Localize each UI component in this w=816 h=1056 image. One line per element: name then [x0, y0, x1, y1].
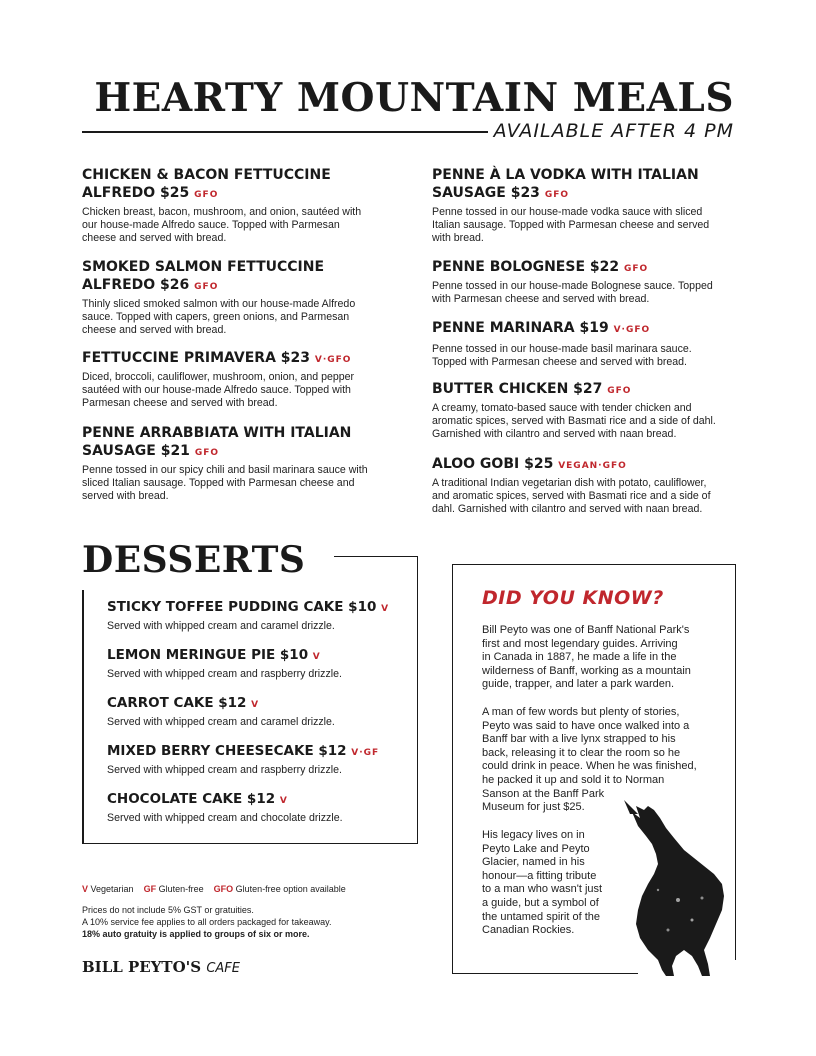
note-line: Prices do not include 5% GST or gratuities. — [82, 905, 254, 915]
did-you-know-paragraph — [482, 829, 602, 938]
desc-line: Parmesan cheese and served with bread. — [82, 397, 278, 410]
desc-line: Penne tossed in our spicy chili and basil marinara sauce with — [82, 464, 368, 476]
dietary-tag: V — [279, 796, 288, 806]
item-description — [82, 464, 392, 504]
pricing-notes — [82, 904, 331, 940]
dessert-item — [107, 791, 343, 825]
item-description — [432, 206, 742, 246]
desc-line: with Parmesan cheese and served with bread. — [432, 293, 650, 306]
desc-line: dahl. Garnished with cilantro and served with naan bread. — [432, 503, 703, 516]
item-name: SMOKED SALMON FETTUCCINE — [82, 259, 325, 275]
dessert-description: Served with whipped cream and raspberry drizzle. — [107, 668, 342, 680]
paragraph-line: Peyto Lake and Peyto — [482, 842, 590, 855]
item-price: SAUSAGE $23 — [432, 185, 540, 201]
paragraph-line: guide, trapper, and later a park warden. — [482, 678, 675, 691]
brand-suffix: CAFE — [206, 961, 240, 976]
note-line: A 10% service fee applies to all orders packaged for takeaway. — [82, 917, 332, 927]
dessert-description: Served with whipped cream and caramel drizzle. — [107, 716, 335, 728]
desc-line: Garnished with cilantro and served with naan bread. — [432, 428, 677, 441]
desc-line: Diced, broccoli, cauliflower, mushroom, onion, and pepper — [82, 371, 355, 383]
dietary-tag: V·GF — [351, 748, 380, 758]
legend-key-gfo: GFO — [213, 884, 234, 894]
legend-label-gf: Gluten-free — [158, 884, 204, 894]
dessert-description: Served with whipped cream and raspberry drizzle. — [107, 764, 342, 776]
dietary-tag: V — [312, 652, 321, 662]
paragraph-line: a guide, but a symbol of — [482, 896, 599, 909]
desc-line: aromatic spices, served with Basmati rice and a side of dahl. — [432, 415, 716, 428]
dessert-name-line — [107, 647, 342, 666]
desc-line: our house-made Alfredo sauce. Topped with Parmesan — [82, 219, 340, 232]
did-you-know-paragraph — [482, 706, 697, 815]
footer-brand — [82, 958, 240, 976]
desc-line: Italian sausage. Topped with Parmesan cheese and served — [432, 219, 710, 232]
page-title: HEARTY MOUNTAIN MEALS — [94, 75, 734, 121]
desc-line: cheese and served with bread. — [82, 324, 227, 337]
dietary-tag: GFO — [607, 386, 632, 396]
menu-item — [82, 424, 392, 504]
legend-label-gfo: Gluten-free option available — [235, 884, 346, 894]
dessert-name: STICKY TOFFEE PUDDING CAKE $10 — [107, 599, 377, 615]
desc-line: cheese and served with bread. — [82, 232, 227, 245]
dessert-description: Served with whipped cream and chocolate drizzle. — [107, 812, 343, 824]
dessert-name-line — [107, 695, 335, 714]
menu-item — [82, 166, 392, 246]
paragraph-line: wilderness of Banff, working as a mountain — [482, 664, 691, 677]
desc-line: sliced Italian sausage. Topped with Parmesan cheese and — [82, 477, 355, 490]
dessert-name: CARROT CAKE $12 — [107, 695, 247, 711]
desc-line: sauce. Topped with capers, green onions, and Parmesan — [82, 311, 350, 324]
desc-line: Thinly sliced smoked salmon with our house-made Alfredo — [82, 298, 356, 310]
dessert-item — [107, 743, 379, 777]
dietary-tag: V — [251, 700, 260, 710]
item-description — [432, 343, 742, 369]
paragraph-line: A man of few words but plenty of stories, — [482, 706, 680, 718]
item-description — [432, 280, 742, 306]
dietary-tag: VEGAN·GFO — [558, 461, 627, 471]
item-name: PENNE MARINARA $19 — [432, 320, 609, 336]
legend-key-v: V — [82, 884, 89, 894]
menu-item — [82, 349, 392, 411]
dessert-name-line — [107, 599, 389, 618]
item-name-line2 — [82, 184, 392, 204]
item-name: ALOO GOBI $25 — [432, 456, 554, 472]
dietary-tag: V — [381, 604, 390, 614]
item-name-line2 — [432, 184, 742, 204]
menu-item — [82, 258, 392, 338]
desc-line: Penne tossed in our house-made basil marinara sauce. — [432, 343, 692, 355]
desc-line: served with bread. — [82, 490, 169, 503]
menu-item — [432, 455, 742, 517]
item-name: CHICKEN & BACON FETTUCCINE — [82, 167, 331, 183]
paragraph-line: first and most legendary guides. Arriving — [482, 637, 678, 650]
item-price: ALFREDO $25 — [82, 185, 190, 201]
desc-line: sautéed with our house-made Alfredo sauce. Topped with — [82, 384, 351, 397]
dessert-item — [107, 695, 335, 729]
desc-line: and aromatic spices, served with Basmati rice and a side of — [432, 490, 711, 503]
dessert-description: Served with whipped cream and caramel drizzle. — [107, 620, 335, 632]
paragraph-line: honour—a fitting tribute — [482, 869, 597, 882]
paragraph-line: Glacier, named in his — [482, 856, 585, 869]
item-name-line — [432, 258, 742, 278]
dessert-name-line — [107, 743, 379, 762]
item-name: PENNE BOLOGNESE $22 — [432, 259, 620, 275]
note-line-bold: 18% auto gratuity is applied to groups of six or more. — [82, 929, 310, 939]
paragraph-line: Canadian Rockies. — [482, 924, 575, 937]
paragraph-line: Banff bar with a live lynx strapped to his — [482, 733, 676, 746]
item-name-line2 — [82, 442, 392, 462]
item-name-line — [432, 380, 742, 400]
menu-item — [432, 380, 742, 442]
paragraph-line: to a man who wasn't just — [482, 883, 603, 896]
availability-subtitle: AVAILABLE AFTER 4 PM — [493, 120, 734, 142]
menu-item — [432, 258, 742, 306]
dietary-tag: GFO — [194, 282, 219, 292]
desserts-frame-left — [82, 590, 84, 844]
dessert-item — [107, 599, 389, 633]
item-description — [82, 371, 392, 411]
desc-line: A traditional Indian vegetarian dish with potato, cauliflower, — [432, 477, 707, 489]
desc-line: with bread. — [432, 232, 484, 245]
dessert-item — [107, 647, 342, 681]
paragraph-line: the untamed spirit of the — [482, 910, 601, 923]
paragraph-line: could drink in peace. When he was finished, — [482, 760, 697, 773]
desc-line: Topped with Parmesan cheese and served with bread. — [432, 356, 687, 369]
dessert-name-line — [107, 791, 343, 810]
paragraph-line: Bill Peyto was one of Banff National Park's — [482, 624, 690, 636]
dietary-tag: GFO — [544, 190, 569, 200]
paragraph-line: Museum for just $25. — [482, 801, 585, 814]
desc-line: Penne tossed in our house-made Bolognese sauce. Topped — [432, 280, 713, 292]
item-description — [432, 402, 742, 442]
item-name: PENNE ARRABBIATA WITH ITALIAN — [82, 425, 352, 441]
dietary-tag: V·GFO — [613, 325, 651, 335]
item-name-line — [432, 319, 742, 339]
legend-key-gf: GF — [143, 884, 157, 894]
item-name: PENNE À LA VODKA WITH ITALIAN — [432, 167, 699, 183]
paragraph-line: Sanson at the Banff Park — [482, 787, 605, 800]
paragraph-line: Peyto was said to have once walked into a — [482, 719, 690, 732]
item-description — [82, 298, 392, 338]
item-name: FETTUCCINE PRIMAVERA $23 — [82, 350, 311, 366]
item-name-line2 — [82, 276, 392, 296]
paragraph-line: he packed it up and sold it to Norman — [482, 773, 665, 786]
did-you-know-title: DID YOU KNOW? — [482, 587, 664, 609]
paragraph-line: back, releasing it to clear the room so he — [482, 746, 681, 759]
paragraph-line: in Canada in 1887, he made a life in the — [482, 651, 677, 664]
dietary-tag: V·GFO — [314, 355, 352, 365]
dietary-tag: GFO — [623, 264, 649, 274]
desc-line: A creamy, tomato-based sauce with tender chicken and — [432, 402, 692, 414]
dessert-name: MIXED BERRY CHEESECAKE $12 — [107, 743, 347, 759]
brand-name: BILL PEYTO'S — [82, 958, 202, 976]
item-name-line — [432, 455, 742, 475]
desserts-title: DESSERTS — [82, 539, 306, 581]
item-description — [432, 477, 742, 517]
item-price: SAUSAGE $21 — [82, 443, 190, 459]
menu-item — [432, 319, 742, 369]
legend-label-v: Vegetarian — [90, 884, 134, 894]
howling-wolf-icon — [618, 800, 730, 978]
dessert-name: CHOCOLATE CAKE $12 — [107, 791, 276, 807]
menu-item — [432, 166, 742, 246]
item-price: ALFREDO $26 — [82, 277, 190, 293]
header-rule — [82, 131, 488, 133]
dietary-legend — [82, 884, 346, 894]
item-name: BUTTER CHICKEN $27 — [432, 381, 603, 397]
dietary-tag: GFO — [194, 448, 219, 458]
item-name-line — [82, 349, 392, 369]
paragraph-line: His legacy lives on in — [482, 829, 585, 841]
desc-line: Penne tossed in our house-made vodka sauce with sliced — [432, 206, 703, 218]
desc-line: Chicken breast, bacon, mushroom, and onion, sautéed with — [82, 206, 362, 218]
item-description — [82, 206, 392, 246]
dietary-tag: GFO — [194, 190, 219, 200]
dessert-name: LEMON MERINGUE PIE $10 — [107, 647, 309, 663]
did-you-know-paragraph — [482, 624, 691, 692]
